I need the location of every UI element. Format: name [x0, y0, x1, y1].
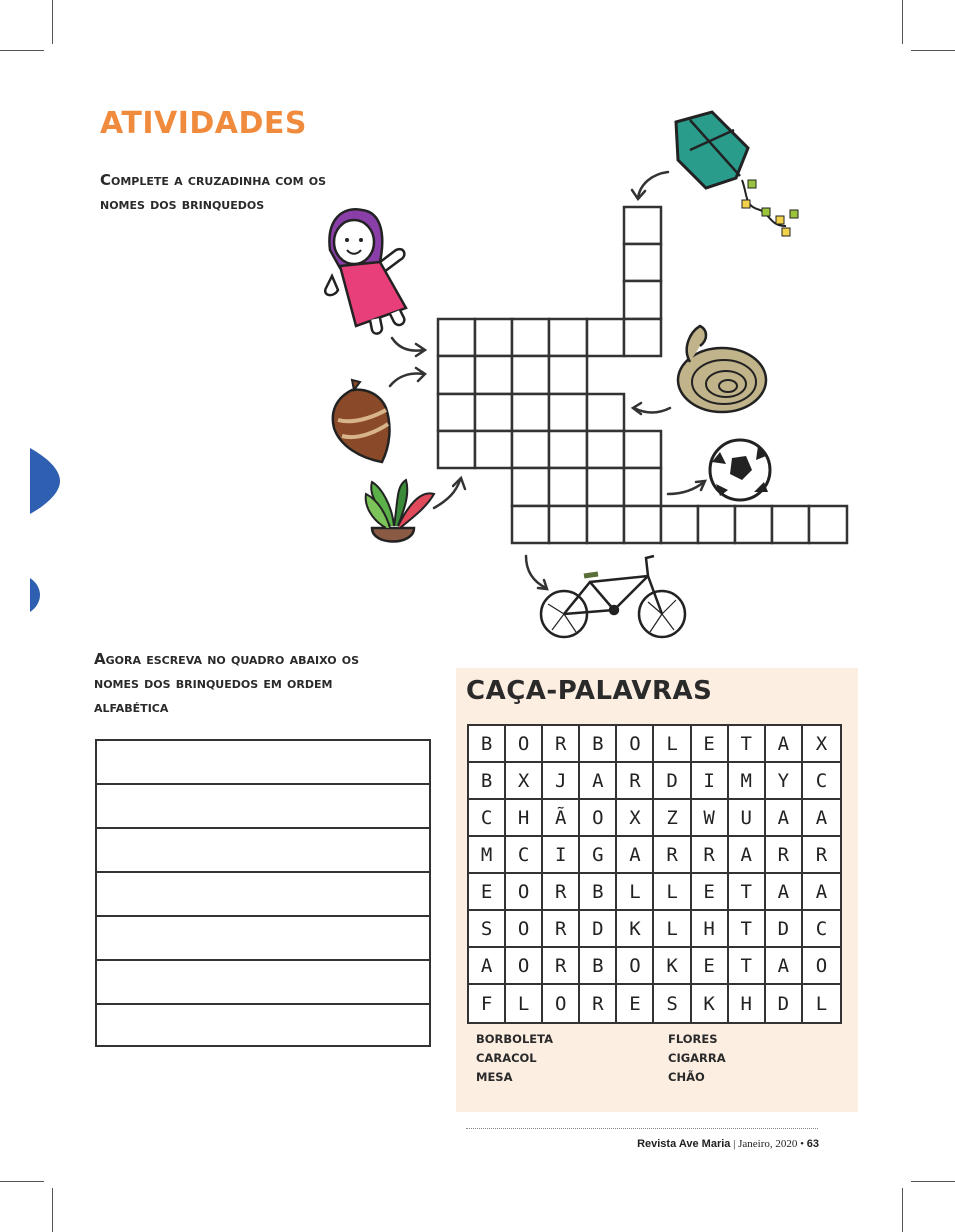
wordsearch-word: CARACOL	[476, 1051, 537, 1065]
answer-box	[95, 739, 431, 1047]
wordsearch-cell[interactable]: S	[469, 911, 506, 948]
issue-date: Janeiro, 2020	[738, 1138, 798, 1150]
wordsearch-word: MESA	[476, 1070, 513, 1084]
wordsearch-cell[interactable]: T	[729, 948, 766, 985]
wordsearch-cell[interactable]: M	[469, 837, 506, 874]
wordsearch-cell[interactable]: D	[654, 763, 691, 800]
wordsearch-cell[interactable]: E	[692, 874, 729, 911]
wordsearch-cell[interactable]: A	[617, 837, 654, 874]
wordsearch-cell[interactable]: L	[815, 992, 828, 1015]
wordsearch-cell[interactable]: O	[506, 874, 543, 911]
wordsearch-cell[interactable]: O	[506, 726, 543, 763]
wordsearch-cell[interactable]: H	[729, 985, 766, 1022]
wordsearch-cell[interactable]: A	[766, 800, 803, 837]
wordsearch-cell[interactable]: R	[766, 837, 803, 874]
wordsearch-cell[interactable]: J	[543, 763, 580, 800]
wordsearch-cell[interactable]: E	[692, 726, 729, 763]
wordsearch-cell[interactable]: R	[692, 837, 729, 874]
crop-mark	[902, 1188, 903, 1232]
spinning-top-icon	[333, 380, 390, 462]
crossword-grid	[438, 207, 847, 543]
crop-mark	[0, 1181, 44, 1182]
shuttlecock-icon	[366, 480, 434, 542]
wordsearch-cell[interactable]: A	[803, 874, 840, 911]
wordsearch-word: FLORES	[668, 1032, 718, 1046]
wordsearch-cell[interactable]: B	[580, 948, 617, 985]
wordsearch-cell[interactable]: T	[729, 874, 766, 911]
wordsearch-cell[interactable]: R	[580, 985, 617, 1022]
wordsearch-cell[interactable]: O	[506, 948, 543, 985]
wordsearch-cell[interactable]: R	[543, 874, 580, 911]
wordsearch-cell[interactable]: T	[729, 726, 766, 763]
wordsearch-word: BORBOLETA	[476, 1032, 553, 1046]
wordsearch-grid	[467, 724, 842, 1024]
bicycle-icon	[541, 556, 685, 637]
answer-line[interactable]	[97, 785, 429, 829]
soccer-ball-icon	[710, 440, 770, 500]
spring-toy-icon	[678, 326, 766, 412]
page-footer	[637, 1138, 819, 1150]
wordsearch-cell[interactable]: S	[654, 985, 691, 1022]
wordsearch-panel	[456, 668, 858, 1112]
wordsearch-cell[interactable]: C	[803, 911, 840, 948]
wordsearch-word: CHÃO	[668, 1070, 705, 1084]
wordsearch-cell[interactable]: O	[506, 911, 543, 948]
magazine-name: Revista Ave Maria	[637, 1138, 731, 1150]
wordsearch-cell[interactable]: R	[803, 837, 840, 874]
wordsearch-cell[interactable]: A	[766, 948, 803, 985]
wordsearch-cell[interactable]: L	[654, 726, 691, 763]
page-number: 63	[806, 1138, 819, 1150]
wordsearch-cell[interactable]: X	[506, 763, 543, 800]
wordsearch-cell[interactable]: L	[654, 911, 691, 948]
wordsearch-word-list	[476, 1032, 836, 1084]
wordsearch-cell[interactable]: A	[766, 726, 803, 763]
wordsearch-cell[interactable]: O	[803, 948, 840, 985]
wordsearch-cell[interactable]: L	[506, 985, 543, 1022]
wordsearch-cell[interactable]: B	[580, 874, 617, 911]
wordsearch-cell[interactable]: B	[469, 763, 506, 800]
wordsearch-cell[interactable]: Y	[766, 763, 803, 800]
crossword-instruction: Complete a cruzadinha com os nomes dos brinquedos	[100, 171, 327, 213]
wordsearch-cell[interactable]: R	[543, 911, 580, 948]
wordsearch-cell[interactable]: A	[469, 948, 506, 985]
wordsearch-cell[interactable]: L	[654, 874, 691, 911]
wordsearch-cell[interactable]: E	[692, 948, 729, 985]
alphabetical-instruction: Agora escreva no quadro abaixo os nomes dos brinquedos em ordem alfabética	[94, 650, 360, 716]
footer-bullet: •	[800, 1138, 807, 1150]
wordsearch-cell[interactable]: E	[617, 985, 654, 1022]
wordsearch-cell[interactable]: R	[543, 948, 580, 985]
wordsearch-cell[interactable]: R	[543, 726, 580, 763]
wordsearch-cell[interactable]: K	[692, 985, 729, 1022]
answer-line[interactable]	[97, 917, 429, 961]
wordsearch-title: CAÇA-PALAVRAS	[466, 676, 713, 706]
footer-rule	[466, 1128, 818, 1129]
wordsearch-cell[interactable]: A	[729, 837, 766, 874]
wordsearch-cell[interactable]: U	[729, 800, 766, 837]
wordsearch-cell[interactable]: H	[692, 911, 729, 948]
wordsearch-cell[interactable]: B	[580, 726, 617, 763]
wordsearch-cell[interactable]: O	[617, 726, 654, 763]
answer-line[interactable]	[97, 873, 429, 917]
wordsearch-cell[interactable]: K	[617, 911, 654, 948]
kite-icon	[676, 112, 798, 236]
wordsearch-cell[interactable]: Z	[654, 800, 691, 837]
wordsearch-cell[interactable]: C	[506, 837, 543, 874]
wordsearch-cell[interactable]: A	[766, 874, 803, 911]
wordsearch-cell[interactable]: X	[803, 726, 840, 763]
wordsearch-cell[interactable]: I	[692, 763, 729, 800]
wordsearch-cell[interactable]: D	[580, 911, 617, 948]
wordsearch-cell[interactable]: C	[469, 800, 506, 837]
wordsearch-cell[interactable]: A	[580, 763, 617, 800]
wordsearch-cell[interactable]: M	[729, 763, 766, 800]
page-title: ATIVIDADES	[100, 106, 308, 141]
wordsearch-cell[interactable]: W	[692, 800, 729, 837]
wordsearch-cell[interactable]: R	[617, 763, 654, 800]
crop-mark	[52, 1188, 53, 1232]
wordsearch-cell[interactable]: R	[654, 837, 691, 874]
crop-mark	[911, 1181, 955, 1182]
wordsearch-cell[interactable]: B	[469, 726, 506, 763]
wordsearch-cell[interactable]: X	[617, 800, 654, 837]
wordsearch-cell[interactable]: H	[506, 800, 543, 837]
wordsearch-cell[interactable]: F	[469, 985, 506, 1022]
wordsearch-cell[interactable]: L	[617, 874, 654, 911]
wordsearch-cell[interactable]: O	[617, 948, 654, 985]
wordsearch-word: CIGARRA	[668, 1051, 726, 1065]
wordsearch-cell[interactable]: I	[543, 837, 580, 874]
wordsearch-cell[interactable]: Ã	[543, 800, 580, 837]
wordsearch-cell[interactable]: O	[543, 985, 580, 1022]
answer-line[interactable]	[97, 961, 429, 1005]
wordsearch-cell[interactable]: E	[469, 874, 506, 911]
wordsearch-cell[interactable]: T	[729, 911, 766, 948]
answer-line[interactable]	[97, 741, 429, 785]
wordsearch-cell[interactable]: D	[766, 911, 803, 948]
wordsearch-cell[interactable]: A	[803, 800, 840, 837]
wordsearch-cell[interactable]: O	[580, 800, 617, 837]
wordsearch-cell[interactable]: D	[766, 985, 803, 1022]
answer-line[interactable]	[97, 829, 429, 873]
answer-line[interactable]	[97, 1005, 429, 1049]
wordsearch-cell[interactable]: K	[654, 948, 691, 985]
wordsearch-cell[interactable]: C	[803, 763, 840, 800]
doll-icon	[325, 209, 406, 333]
footer-separator: |	[733, 1138, 739, 1150]
wordsearch-cell[interactable]: G	[580, 837, 617, 874]
